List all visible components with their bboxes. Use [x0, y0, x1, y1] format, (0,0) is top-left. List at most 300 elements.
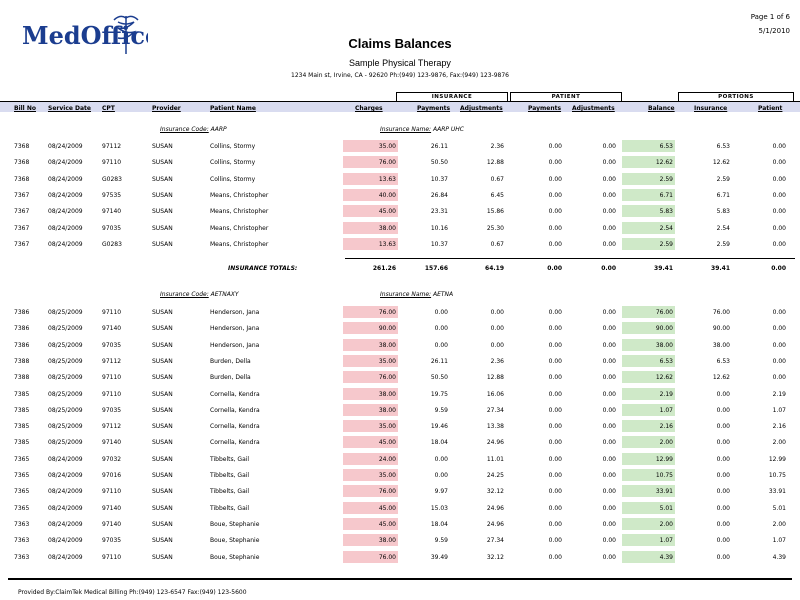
cell-ins-payments: 26.84	[430, 191, 448, 199]
cell-balance: 38.00	[655, 341, 673, 349]
table-row	[0, 483, 800, 499]
cell-insurance-portion: 38.00	[712, 341, 730, 349]
total-balance: 39.41	[654, 265, 673, 272]
cell-cpt: 97110	[102, 374, 122, 382]
cell-insurance-portion: 6.53	[716, 143, 730, 150]
table-row	[0, 549, 800, 565]
cell-charges: 35.00	[378, 472, 396, 479]
cell-pat-payments: 0.00	[548, 175, 562, 183]
cell-provider: SUSAN	[152, 143, 173, 150]
cell-cpt: 97110	[102, 309, 122, 316]
cell-balance: 2.59	[659, 240, 673, 248]
cell-ins-adjustments: 27.34	[486, 537, 504, 545]
cell-pat-payments: 0.00	[548, 553, 562, 561]
cell-cpt: 97112	[102, 357, 122, 365]
cell-balance: 12.62	[655, 374, 673, 382]
cell-insurance-portion: 0.00	[716, 520, 730, 528]
cell-pat-adjustments: 0.00	[602, 240, 616, 248]
cell-pat-payments: 0.00	[548, 309, 562, 316]
cell-ins-adjustments: 2.36	[490, 357, 504, 365]
cell-pat-adjustments: 0.00	[602, 520, 616, 528]
cell-ins-adjustments: 15.86	[486, 208, 504, 216]
cell-pat-adjustments: 0.00	[602, 406, 616, 414]
cell-cpt: 97112	[102, 423, 122, 431]
cell-ins-payments: 23.31	[430, 208, 448, 216]
cell-cpt: 97112	[102, 143, 122, 150]
cell-ins-payments: 0.00	[434, 309, 448, 316]
cell-balance: 76.00	[655, 309, 673, 316]
cell-pat-payments: 0.00	[548, 423, 562, 431]
cell-service-date: 08/24/2009	[48, 240, 83, 248]
cell-pat-adjustments: 0.00	[602, 224, 616, 232]
cell-cpt: 97140	[102, 520, 122, 528]
cell-service-date: 08/25/2009	[48, 374, 83, 382]
cell-service-date: 08/24/2009	[48, 143, 83, 150]
cell-ins-adjustments: 25.30	[486, 224, 504, 232]
cell-bill-no: 7386	[14, 341, 30, 349]
cell-provider: SUSAN	[152, 374, 173, 382]
cell-ins-payments: 0.00	[434, 325, 448, 333]
cell-cpt: 97140	[102, 439, 122, 447]
cell-bill-no: 7385	[14, 406, 30, 414]
footer-divider	[8, 578, 792, 580]
total-pat-payments: 0.00	[547, 265, 562, 272]
cell-patient-name: Henderson, Jana	[210, 341, 260, 349]
cell-patient-portion: 2.19	[772, 390, 786, 398]
cell-service-date: 08/25/2009	[48, 357, 83, 365]
cell-charges: 76.00	[378, 159, 396, 167]
cell-patient-name: Tibbelts, Gail	[210, 488, 250, 496]
cell-service-date: 08/24/2009	[48, 520, 83, 528]
cell-ins-payments: 15.03	[430, 504, 448, 512]
cell-bill-no: 7385	[14, 439, 30, 447]
cell-charges: 76.00	[378, 374, 396, 382]
cell-patient-portion: 12.99	[768, 455, 786, 463]
cell-charges: 40.00	[378, 191, 396, 199]
cell-cpt: 97035	[102, 341, 122, 349]
cell-patient-portion: 0.00	[772, 240, 786, 248]
cell-service-date: 08/25/2009	[48, 406, 83, 414]
table-row	[0, 516, 800, 532]
cell-pat-adjustments: 0.00	[602, 488, 616, 496]
cell-ins-payments: 10.37	[430, 175, 448, 183]
table-row	[0, 402, 800, 418]
table-row	[0, 467, 800, 483]
cell-service-date: 08/25/2009	[48, 423, 83, 431]
cell-pat-adjustments: 0.00	[602, 325, 616, 333]
cell-patient-portion: 1.07	[772, 537, 786, 545]
cell-pat-adjustments: 0.00	[602, 208, 616, 216]
table-row	[0, 418, 800, 434]
cell-bill-no: 7363	[14, 537, 30, 545]
col-ins-payments: Payments	[417, 105, 451, 112]
cell-balance: 2.00	[659, 439, 673, 447]
cell-patient-portion: 33.91	[768, 488, 786, 496]
cell-ins-payments: 26.11	[430, 357, 448, 365]
cell-patient-name: Means, Christopher	[210, 224, 269, 232]
cell-ins-adjustments: 24.96	[486, 439, 504, 447]
total-ins-adjustments: 64.19	[485, 265, 504, 272]
cell-ins-payments: 50.50	[430, 374, 448, 382]
cell-cpt: 97140	[102, 325, 122, 333]
cell-pat-adjustments: 0.00	[602, 374, 616, 382]
cell-pat-adjustments: 0.00	[602, 309, 616, 316]
cell-balance: 1.07	[659, 537, 673, 545]
cell-patient-name: Collins, Stormy	[210, 159, 256, 167]
cell-bill-no: 7368	[14, 159, 30, 167]
cell-balance: 5.83	[659, 208, 673, 216]
cell-bill-no: 7388	[14, 357, 30, 365]
table-row	[0, 138, 800, 154]
cell-provider: SUSAN	[152, 159, 173, 167]
table-row	[0, 220, 800, 236]
cell-service-date: 08/24/2009	[48, 504, 83, 512]
cell-ins-adjustments: 24.96	[486, 520, 504, 528]
cell-insurance-portion: 0.00	[716, 455, 730, 463]
cell-bill-no: 7367	[14, 224, 30, 232]
cell-bill-no: 7386	[14, 309, 30, 316]
cell-balance: 6.53	[659, 143, 673, 150]
cell-ins-payments: 19.46	[430, 423, 448, 431]
cell-provider: SUSAN	[152, 488, 173, 496]
cell-pat-payments: 0.00	[548, 374, 562, 382]
cell-patient-portion: 0.00	[772, 341, 786, 349]
patient-group-header: PATIENT	[510, 92, 622, 101]
table-row	[0, 369, 800, 385]
cell-patient-portion: 5.01	[772, 504, 786, 512]
cell-insurance-portion: 0.00	[716, 390, 730, 398]
cell-bill-no: 7363	[14, 520, 30, 528]
cell-insurance-portion: 76.00	[712, 309, 730, 316]
cell-insurance-portion: 0.00	[716, 504, 730, 512]
cell-bill-no: 7368	[14, 143, 30, 150]
cell-ins-adjustments: 12.88	[486, 159, 504, 167]
cell-service-date: 08/25/2009	[48, 309, 83, 316]
cell-patient-name: Henderson, Jana	[210, 325, 260, 333]
cell-service-date: 08/25/2009	[48, 341, 83, 349]
cell-charges: 38.00	[378, 224, 396, 232]
cell-provider: SUSAN	[152, 224, 173, 232]
cell-ins-payments: 18.04	[430, 439, 448, 447]
cell-provider: SUSAN	[152, 208, 173, 216]
cell-cpt: 97140	[102, 504, 122, 512]
cell-ins-adjustments: 24.96	[486, 504, 504, 512]
cell-patient-name: Cornella, Kendra	[210, 406, 260, 414]
cell-bill-no: 7385	[14, 423, 30, 431]
cell-insurance-portion: 90.00	[712, 325, 730, 333]
cell-balance: 5.01	[659, 504, 673, 512]
cell-provider: SUSAN	[152, 520, 173, 528]
cell-patient-portion: 0.00	[772, 175, 786, 183]
col-patient-portion: Patient	[758, 105, 783, 112]
table-row	[0, 187, 800, 203]
cell-service-date: 08/24/2009	[48, 472, 83, 479]
cell-patient-name: Boue, Stephanie	[210, 553, 260, 561]
cell-bill-no: 7365	[14, 455, 30, 463]
cell-balance: 6.71	[659, 191, 673, 199]
cell-pat-adjustments: 0.00	[602, 537, 616, 545]
cell-pat-adjustments: 0.00	[602, 423, 616, 431]
svg-text:MedOffice: MedOffice	[22, 21, 148, 50]
table-row	[0, 236, 800, 252]
cell-bill-no: 7365	[14, 504, 30, 512]
cell-cpt: 97110	[102, 159, 122, 167]
cell-pat-adjustments: 0.00	[602, 472, 616, 479]
cell-pat-adjustments: 0.00	[602, 455, 616, 463]
cell-bill-no: 7388	[14, 374, 30, 382]
total-charges: 261.26	[372, 265, 396, 272]
cell-bill-no: 7365	[14, 488, 30, 496]
cell-service-date: 08/24/2009	[48, 455, 83, 463]
cell-ins-payments: 9.59	[434, 406, 448, 414]
cell-ins-adjustments: 0.67	[490, 240, 504, 248]
cell-ins-adjustments: 11.01	[486, 455, 504, 463]
table-row	[0, 337, 800, 353]
cell-bill-no: 7385	[14, 390, 30, 398]
cell-service-date: 08/24/2009	[48, 537, 83, 545]
cell-bill-no: 7386	[14, 325, 30, 333]
cell-provider: SUSAN	[152, 406, 173, 414]
cell-patient-portion: 0.00	[772, 325, 786, 333]
col-cpt: CPT	[102, 105, 115, 112]
cell-service-date: 08/24/2009	[48, 224, 83, 232]
insurance-name-aarp: Insurance Name: AARP UHC	[380, 126, 464, 133]
cell-patient-portion: 0.00	[772, 374, 786, 382]
cell-provider: SUSAN	[152, 325, 173, 333]
cell-patient-portion: 0.00	[772, 159, 786, 167]
cell-ins-adjustments: 13.38	[486, 423, 504, 431]
cell-provider: SUSAN	[152, 191, 173, 199]
total-ins-payments: 157.66	[424, 265, 448, 272]
cell-pat-payments: 0.00	[548, 341, 562, 349]
cell-charges: 45.00	[378, 520, 396, 528]
page-number: Page 1 of 6	[750, 13, 790, 21]
cell-patient-portion: 0.00	[772, 143, 786, 150]
cell-pat-payments: 0.00	[548, 208, 562, 216]
footer-provider-info: Provided By:ClaimTek Medical Billing Ph:(949) 123-6547 Fax:(949) 123-5600	[18, 589, 247, 596]
cell-charges: 76.00	[378, 553, 396, 561]
cell-bill-no: 7365	[14, 472, 30, 479]
cell-cpt: 97110	[102, 390, 122, 398]
cell-bill-no: 7368	[14, 175, 30, 183]
cell-charges: 13.63	[378, 240, 396, 248]
cell-provider: SUSAN	[152, 504, 173, 512]
cell-ins-adjustments: 6.45	[490, 191, 504, 199]
cell-patient-portion: 2.00	[772, 520, 786, 528]
cell-patient-name: Means, Christopher	[210, 191, 269, 199]
cell-insurance-portion: 2.59	[716, 240, 730, 248]
table-row	[0, 386, 800, 402]
cell-balance: 90.00	[655, 325, 673, 333]
cell-service-date: 08/25/2009	[48, 390, 83, 398]
cell-ins-adjustments: 0.67	[490, 175, 504, 183]
total-insurance-portion: 39.41	[711, 265, 730, 272]
col-patient-name: Patient Name	[210, 105, 256, 112]
cell-pat-payments: 0.00	[548, 191, 562, 199]
cell-cpt: 97140	[102, 208, 122, 216]
cell-cpt: 97035	[102, 224, 122, 232]
cell-balance: 10.75	[655, 472, 673, 479]
cell-pat-payments: 0.00	[548, 455, 562, 463]
cell-service-date: 08/24/2009	[48, 553, 83, 561]
cell-ins-payments: 9.59	[434, 537, 448, 545]
cell-pat-adjustments: 0.00	[602, 159, 616, 167]
cell-patient-portion: 2.16	[772, 423, 786, 431]
cell-bill-no: 7363	[14, 553, 30, 561]
cell-pat-adjustments: 0.00	[602, 191, 616, 199]
cell-balance: 2.59	[659, 175, 673, 183]
cell-balance: 2.54	[659, 224, 673, 232]
cell-patient-portion: 1.07	[772, 406, 786, 414]
cell-charges: 35.00	[378, 357, 396, 365]
cell-charges: 24.00	[378, 455, 396, 463]
insurance-code-aetnaxy: Insurance Code: AETNAXY	[160, 291, 239, 298]
cell-patient-name: Means, Christopher	[210, 208, 269, 216]
cell-ins-payments: 0.00	[434, 455, 448, 463]
col-ins-adjustments: Adjustments	[460, 105, 503, 112]
cell-provider: SUSAN	[152, 472, 173, 479]
cell-ins-payments: 0.00	[434, 472, 448, 479]
cell-service-date: 08/24/2009	[48, 175, 83, 183]
cell-insurance-portion: 6.71	[716, 191, 730, 199]
cell-patient-portion: 0.00	[772, 357, 786, 365]
cell-bill-no: 7367	[14, 191, 30, 199]
practice-name: Sample Physical Therapy	[349, 58, 451, 68]
cell-patient-name: Cornella, Kendra	[210, 439, 260, 447]
cell-patient-portion: 10.75	[768, 472, 786, 479]
insurance-name-aetna: Insurance Name: AETNA	[380, 291, 454, 298]
cell-pat-payments: 0.00	[548, 224, 562, 232]
table-row	[0, 434, 800, 450]
insurance-totals-label: INSURANCE TOTALS:	[228, 265, 298, 272]
cell-pat-payments: 0.00	[548, 520, 562, 528]
cell-cpt: 97110	[102, 488, 122, 496]
cell-balance: 12.62	[655, 159, 673, 167]
cell-balance: 2.00	[659, 520, 673, 528]
cell-ins-payments: 0.00	[434, 341, 448, 349]
cell-patient-name: Boue, Stephanie	[210, 520, 260, 528]
cell-charges: 45.00	[378, 439, 396, 447]
cell-bill-no: 7367	[14, 208, 30, 216]
report-title: Claims Balances	[348, 36, 452, 51]
practice-address: 1234 Main st, Irvine, CA - 92620 Ph:(949) 123-9876, Fax:(949) 123-9876	[291, 72, 509, 79]
cell-patient-name: Tibbelts, Gail	[210, 504, 250, 512]
cell-provider: SUSAN	[152, 341, 173, 349]
cell-charges: 76.00	[378, 488, 396, 496]
cell-charges: 45.00	[378, 504, 396, 512]
cell-charges: 76.00	[378, 309, 396, 316]
cell-balance: 1.07	[659, 406, 673, 414]
cell-patient-name: Cornella, Kendra	[210, 423, 260, 431]
page-info	[751, 10, 790, 38]
cell-patient-name: Henderson, Jana	[210, 309, 260, 316]
report-date: 5/1/2010	[758, 27, 790, 35]
cell-provider: SUSAN	[152, 455, 173, 463]
cell-pat-adjustments: 0.00	[602, 341, 616, 349]
cell-ins-adjustments: 32.12	[486, 488, 504, 496]
cell-service-date: 08/25/2009	[48, 325, 83, 333]
cell-charges: 13.63	[378, 175, 396, 183]
cell-insurance-portion: 0.00	[716, 472, 730, 479]
cell-ins-adjustments: 24.25	[486, 472, 504, 479]
cell-pat-adjustments: 0.00	[602, 175, 616, 183]
cell-patient-name: Burden, Della	[210, 357, 251, 365]
total-patient-portion: 0.00	[771, 265, 786, 272]
cell-patient-portion: 4.39	[772, 553, 786, 561]
cell-ins-payments: 19.75	[430, 390, 448, 398]
table-row	[0, 532, 800, 548]
cell-charges: 45.00	[378, 208, 396, 216]
col-service-date: Service Date	[48, 105, 91, 112]
cell-insurance-portion: 0.00	[716, 537, 730, 545]
cell-patient-portion: 2.00	[772, 439, 786, 447]
cell-pat-payments: 0.00	[548, 537, 562, 545]
cell-ins-payments: 18.04	[430, 520, 448, 528]
cell-patient-name: Tibbelts, Gail	[210, 455, 250, 463]
cell-pat-payments: 0.00	[548, 439, 562, 447]
cell-patient-name: Cornella, Kendra	[210, 390, 260, 398]
cell-pat-payments: 0.00	[548, 390, 562, 398]
cell-provider: SUSAN	[152, 439, 173, 447]
cell-insurance-portion: 0.00	[716, 488, 730, 496]
cell-ins-payments: 10.16	[430, 224, 448, 232]
cell-pat-adjustments: 0.00	[602, 439, 616, 447]
cell-insurance-portion: 0.00	[716, 406, 730, 414]
cell-pat-payments: 0.00	[548, 406, 562, 414]
cell-provider: SUSAN	[152, 537, 173, 545]
cell-balance: 2.19	[659, 390, 673, 398]
cell-insurance-portion: 12.62	[712, 159, 730, 167]
cell-insurance-portion: 12.62	[712, 374, 730, 382]
table-row	[0, 154, 800, 170]
col-charges: Charges	[355, 105, 383, 112]
cell-service-date: 08/25/2009	[48, 439, 83, 447]
portions-group-header: PORTIONS	[678, 92, 794, 101]
cell-patient-portion: 0.00	[772, 208, 786, 216]
cell-ins-payments: 50.50	[430, 159, 448, 167]
cell-patient-name: Means, Christopher	[210, 240, 269, 248]
total-pat-adjustments: 0.00	[601, 265, 616, 272]
cell-ins-payments: 39.49	[430, 553, 448, 561]
cell-cpt: G0283	[102, 240, 122, 248]
cell-insurance-portion: 5.83	[716, 208, 730, 216]
cell-ins-adjustments: 12.88	[486, 374, 504, 382]
cell-insurance-portion: 0.00	[716, 439, 730, 447]
cell-provider: SUSAN	[152, 423, 173, 431]
cell-ins-payments: 26.11	[430, 143, 448, 150]
cell-service-date: 08/24/2009	[48, 488, 83, 496]
cell-balance: 12.99	[655, 455, 673, 463]
cell-pat-payments: 0.00	[548, 240, 562, 248]
cell-pat-adjustments: 0.00	[602, 357, 616, 365]
cell-ins-payments: 9.97	[434, 488, 448, 496]
cell-charges: 35.00	[378, 143, 396, 150]
cell-charges: 38.00	[378, 406, 396, 414]
table-row	[0, 203, 800, 219]
cell-cpt: 97035	[102, 537, 122, 545]
cell-pat-adjustments: 0.00	[602, 553, 616, 561]
cell-charges: 38.00	[378, 341, 396, 349]
cell-balance: 6.53	[659, 357, 673, 365]
cell-bill-no: 7367	[14, 240, 30, 248]
cell-pat-payments: 0.00	[548, 159, 562, 167]
col-pat-adjustments: Adjustments	[572, 105, 615, 112]
cell-patient-name: Boue, Stephanie	[210, 537, 260, 545]
cell-ins-adjustments: 0.00	[490, 325, 504, 333]
cell-charges: 35.00	[378, 423, 396, 431]
cell-pat-payments: 0.00	[548, 357, 562, 365]
cell-pat-payments: 0.00	[548, 325, 562, 333]
